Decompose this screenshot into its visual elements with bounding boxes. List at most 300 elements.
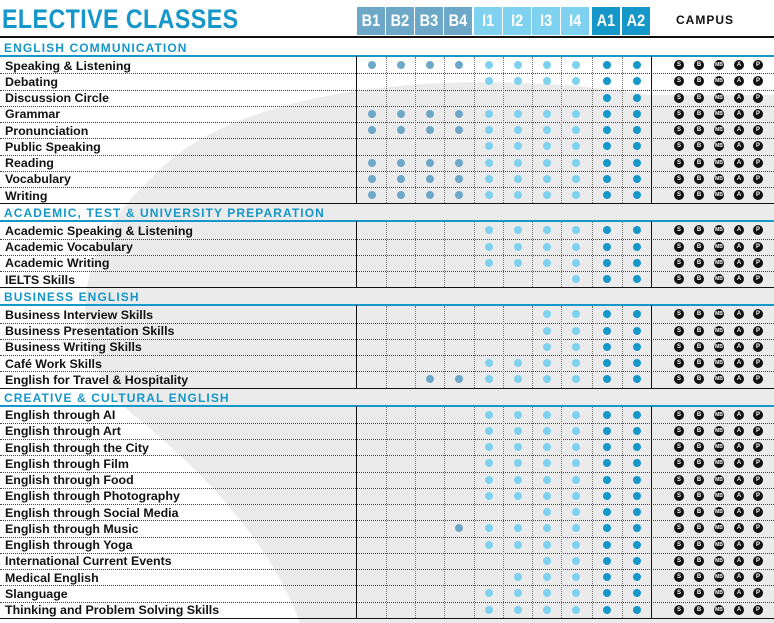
campus-badge-b: B xyxy=(694,158,704,168)
row-separator xyxy=(0,355,774,356)
column-divider xyxy=(474,222,475,287)
campus-badge-mb: MB xyxy=(715,227,723,234)
level-header-i1 xyxy=(474,7,502,35)
campus-badge-p: P xyxy=(753,274,763,284)
level-dot-a1 xyxy=(603,443,611,451)
level-dot-a1 xyxy=(603,191,611,199)
campus-badge-p: P xyxy=(753,458,763,468)
level-dot-a2 xyxy=(633,557,641,565)
level-dot-i2 xyxy=(514,589,522,597)
row-separator xyxy=(0,569,774,570)
level-dot-i1 xyxy=(485,427,493,435)
campus-badge-a: A xyxy=(734,507,744,517)
level-dot-b2 xyxy=(397,126,405,134)
level-dot-a1 xyxy=(603,175,611,183)
level-dot-i4 xyxy=(572,524,580,532)
level-dot-a1 xyxy=(603,110,611,118)
level-header-label: A2 xyxy=(626,11,646,30)
level-dot-a2 xyxy=(633,589,641,597)
level-dot-a2 xyxy=(633,541,641,549)
campus-badge-s: S xyxy=(674,109,684,119)
level-dot-i4 xyxy=(572,226,580,234)
campus-badge-a: A xyxy=(734,572,744,582)
class-name: Writing xyxy=(5,188,48,203)
campus-badge-s: S xyxy=(674,475,684,485)
campus-badge-b: B xyxy=(694,242,704,252)
level-dot-b1 xyxy=(368,126,376,134)
level-dot-i3 xyxy=(543,573,551,581)
level-dot-i3 xyxy=(543,476,551,484)
level-dot-a2 xyxy=(633,259,641,267)
campus-badge-b: B xyxy=(694,141,704,151)
campus-badge-p: P xyxy=(753,242,763,252)
level-dot-b3 xyxy=(426,159,434,167)
column-divider xyxy=(622,222,623,287)
level-dot-i4 xyxy=(572,589,580,597)
level-dot-a2 xyxy=(633,310,641,318)
level-dot-a2 xyxy=(633,159,641,167)
campus-badge-mb: MB xyxy=(715,343,723,350)
campus-badge-b: B xyxy=(694,342,704,352)
campus-badge-s: S xyxy=(674,258,684,268)
campus-badge-s: S xyxy=(674,274,684,284)
campus-badge-p: P xyxy=(753,258,763,268)
level-dot-i4 xyxy=(572,573,580,581)
campus-badge-p: P xyxy=(753,76,763,86)
level-header-a1 xyxy=(592,7,620,35)
level-dot-a1 xyxy=(603,77,611,85)
level-dot-i3 xyxy=(543,159,551,167)
campus-badge-s: S xyxy=(674,141,684,151)
campus-badge-b: B xyxy=(694,458,704,468)
campus-badge-s: S xyxy=(674,174,684,184)
campus-badge-a: A xyxy=(734,60,744,70)
level-dot-i4 xyxy=(572,126,580,134)
class-name: English through Film xyxy=(5,456,129,471)
campus-header: CAMPUS xyxy=(675,13,734,27)
level-dot-i2 xyxy=(514,142,522,150)
level-dot-i3 xyxy=(543,110,551,118)
level-dot-i1 xyxy=(485,226,493,234)
level-header-i3 xyxy=(532,7,560,35)
campus-badge-mb: MB xyxy=(715,276,723,283)
campus-badge-mb: MB xyxy=(715,492,723,499)
level-dot-b3 xyxy=(426,175,434,183)
level-dot-i2 xyxy=(514,226,522,234)
level-dot-i3 xyxy=(543,375,551,383)
level-dot-a2 xyxy=(633,427,641,435)
level-dot-i3 xyxy=(543,557,551,565)
campus-badge-mb: MB xyxy=(715,78,723,85)
campus-badge-s: S xyxy=(674,605,684,615)
campus-badge-p: P xyxy=(753,225,763,235)
level-dot-i3 xyxy=(543,411,551,419)
row-separator xyxy=(0,138,774,139)
column-divider xyxy=(386,222,387,287)
class-name: Medical English xyxy=(5,570,99,585)
level-header-a2 xyxy=(622,7,650,35)
level-dot-b4 xyxy=(455,61,463,69)
campus-badge-a: A xyxy=(734,491,744,501)
campus-badge-a: A xyxy=(734,158,744,168)
class-name: English through Music xyxy=(5,521,139,536)
level-dot-i1 xyxy=(485,492,493,500)
campus-badge-p: P xyxy=(753,374,763,384)
campus-badge-a: A xyxy=(734,190,744,200)
campus-badge-s: S xyxy=(674,93,684,103)
level-dot-a2 xyxy=(633,327,641,335)
campus-badge-s: S xyxy=(674,342,684,352)
campus-badge-s: S xyxy=(674,158,684,168)
level-dot-i4 xyxy=(572,142,580,150)
level-dot-b3 xyxy=(426,375,434,383)
campus-badge-mb: MB xyxy=(715,411,723,418)
class-name: Discussion Circle xyxy=(5,91,109,105)
level-dot-i4 xyxy=(572,492,580,500)
level-dot-i1 xyxy=(485,375,493,383)
campus-badge-a: A xyxy=(734,93,744,103)
level-dot-b3 xyxy=(426,61,434,69)
campus-badge-s: S xyxy=(674,326,684,336)
campus-badge-b: B xyxy=(694,426,704,436)
row-separator xyxy=(0,187,774,188)
level-dot-i1 xyxy=(485,126,493,134)
campus-badge-mb: MB xyxy=(715,541,723,548)
campus-badge-a: A xyxy=(734,274,744,284)
class-name: Academic Vocabulary xyxy=(5,240,133,254)
level-dot-i1 xyxy=(485,142,493,150)
column-border xyxy=(356,305,357,387)
level-dot-i2 xyxy=(514,573,522,581)
column-divider xyxy=(444,222,445,287)
campus-badge-b: B xyxy=(694,572,704,582)
level-dot-i2 xyxy=(514,126,522,134)
campus-badge-b: B xyxy=(694,475,704,485)
level-dot-i3 xyxy=(543,524,551,532)
section-bottom-rule xyxy=(0,388,774,389)
campus-badge-s: S xyxy=(674,426,684,436)
column-divider xyxy=(592,306,593,387)
class-name: Thinking and Problem Solving Skills xyxy=(5,603,220,617)
column-divider xyxy=(386,306,387,387)
level-dot-i4 xyxy=(572,77,580,85)
level-dot-a1 xyxy=(603,343,611,351)
campus-badge-mb: MB xyxy=(715,606,723,613)
level-dot-i3 xyxy=(543,175,551,183)
column-border xyxy=(651,56,652,203)
campus-badge-a: A xyxy=(734,540,744,550)
campus-badge-b: B xyxy=(694,109,704,119)
campus-badge-b: B xyxy=(694,309,704,319)
level-dot-a1 xyxy=(603,275,611,283)
level-header-label: I4 xyxy=(568,11,582,30)
level-header-i4 xyxy=(561,7,589,35)
class-name: Café Work Skills xyxy=(5,356,102,371)
level-dot-a1 xyxy=(603,589,611,597)
campus-badge-mb: MB xyxy=(715,444,723,451)
campus-badge-b: B xyxy=(694,258,704,268)
level-dot-i2 xyxy=(514,110,522,118)
campus-badge-mb: MB xyxy=(715,175,723,182)
level-dot-i3 xyxy=(543,191,551,199)
level-header-b2 xyxy=(386,7,414,35)
level-dot-a1 xyxy=(603,557,611,565)
row-separator xyxy=(0,122,774,123)
level-dot-b4 xyxy=(455,524,463,532)
campus-badge-mb: MB xyxy=(715,376,723,383)
level-dot-i2 xyxy=(514,175,522,183)
page-title: ELECTIVE CLASSES xyxy=(2,4,239,34)
column-divider xyxy=(474,407,475,618)
level-dot-i2 xyxy=(514,243,522,251)
campus-badge-b: B xyxy=(694,190,704,200)
campus-badge-a: A xyxy=(734,458,744,468)
campus-badge-p: P xyxy=(753,358,763,368)
level-dot-b4 xyxy=(455,375,463,383)
level-dot-a2 xyxy=(633,508,641,516)
level-dot-a2 xyxy=(633,375,641,383)
campus-badge-mb: MB xyxy=(715,574,723,581)
level-dot-a1 xyxy=(603,541,611,549)
level-dot-a2 xyxy=(633,606,641,614)
campus-badge-mb: MB xyxy=(715,192,723,199)
level-dot-b4 xyxy=(455,159,463,167)
campus-badge-b: B xyxy=(694,507,704,517)
campus-badge-p: P xyxy=(753,540,763,550)
level-dot-a2 xyxy=(633,524,641,532)
campus-badge-s: S xyxy=(674,556,684,566)
campus-badge-b: B xyxy=(694,174,704,184)
campus-badge-b: B xyxy=(694,358,704,368)
class-name: English through Social Media xyxy=(5,505,179,520)
level-dot-a1 xyxy=(603,508,611,516)
level-header-label: I3 xyxy=(539,11,553,30)
campus-badge-a: A xyxy=(734,309,744,319)
level-dot-i2 xyxy=(514,606,522,614)
campus-badge-a: A xyxy=(734,109,744,119)
level-dot-i1 xyxy=(485,606,493,614)
campus-badge-mb: MB xyxy=(715,143,723,150)
campus-badge-s: S xyxy=(674,540,684,550)
campus-badge-a: A xyxy=(734,258,744,268)
column-divider xyxy=(386,57,387,203)
campus-badge-b: B xyxy=(694,60,704,70)
level-dot-i1 xyxy=(485,524,493,532)
column-divider xyxy=(415,222,416,287)
campus-badge-mb: MB xyxy=(715,62,723,69)
class-name: Debating xyxy=(5,74,59,89)
campus-badge-p: P xyxy=(753,556,763,566)
column-divider xyxy=(561,57,562,203)
campus-badge-p: P xyxy=(753,523,763,533)
campus-badge-b: B xyxy=(694,93,704,103)
campus-badge-s: S xyxy=(674,125,684,135)
section-divider xyxy=(0,405,774,407)
level-dot-a1 xyxy=(603,573,611,581)
level-dot-a2 xyxy=(633,275,641,283)
section-title: ACADEMIC, TEST & UNIVERSITY PREPARATION xyxy=(4,206,325,221)
column-divider xyxy=(386,407,387,618)
campus-badge-mb: MB xyxy=(715,476,723,483)
campus-badge-p: P xyxy=(753,507,763,517)
level-dot-a2 xyxy=(633,411,641,419)
level-dot-i2 xyxy=(514,541,522,549)
level-dot-a2 xyxy=(633,243,641,251)
column-divider xyxy=(561,407,562,618)
level-dot-i3 xyxy=(543,606,551,614)
level-dot-i3 xyxy=(543,142,551,150)
column-divider xyxy=(592,57,593,203)
level-dot-i2 xyxy=(514,459,522,467)
level-dot-b2 xyxy=(397,175,405,183)
level-header-b3 xyxy=(415,7,443,35)
level-dot-a1 xyxy=(603,94,611,102)
campus-badge-b: B xyxy=(694,523,704,533)
level-dot-i1 xyxy=(485,443,493,451)
campus-badge-b: B xyxy=(694,540,704,550)
campus-badge-s: S xyxy=(674,60,684,70)
campus-badge-mb: MB xyxy=(715,557,723,564)
level-dot-i4 xyxy=(572,459,580,467)
level-dot-i3 xyxy=(543,459,551,467)
level-dot-i3 xyxy=(543,508,551,516)
level-dot-a2 xyxy=(633,142,641,150)
campus-badge-b: B xyxy=(694,274,704,284)
level-dot-i1 xyxy=(485,359,493,367)
level-dot-i2 xyxy=(514,61,522,69)
level-dot-i2 xyxy=(514,375,522,383)
campus-badge-mb: MB xyxy=(715,259,723,266)
class-name: Business Presentation Skills xyxy=(5,324,175,338)
column-divider xyxy=(415,306,416,387)
level-dot-a2 xyxy=(633,573,641,581)
level-dot-a1 xyxy=(603,606,611,614)
campus-badge-b: B xyxy=(694,588,704,598)
campus-badge-p: P xyxy=(753,109,763,119)
class-name: Pronunciation xyxy=(5,123,89,138)
level-dot-a1 xyxy=(603,411,611,419)
campus-badge-mb: MB xyxy=(715,94,723,101)
column-border xyxy=(356,221,357,287)
campus-badge-s: S xyxy=(674,523,684,533)
level-dot-i1 xyxy=(485,110,493,118)
column-divider xyxy=(532,57,533,203)
class-name: Grammar xyxy=(5,107,61,122)
level-header-label: I1 xyxy=(481,11,495,30)
row-separator xyxy=(0,271,774,272)
campus-badge-b: B xyxy=(694,410,704,420)
class-name: Public Speaking xyxy=(5,139,101,154)
level-dot-i4 xyxy=(572,275,580,283)
campus-badge-s: S xyxy=(674,76,684,86)
campus-badge-s: S xyxy=(674,374,684,384)
campus-badge-b: B xyxy=(694,556,704,566)
column-divider xyxy=(592,407,593,618)
campus-badge-b: B xyxy=(694,326,704,336)
column-divider xyxy=(532,222,533,287)
campus-badge-a: A xyxy=(734,174,744,184)
level-header-label: B1 xyxy=(361,11,381,30)
campus-badge-mb: MB xyxy=(715,460,723,467)
campus-badge-s: S xyxy=(674,572,684,582)
campus-badge-a: A xyxy=(734,588,744,598)
campus-badge-mb: MB xyxy=(715,127,723,134)
campus-badge-a: A xyxy=(734,475,744,485)
level-dot-a2 xyxy=(633,226,641,234)
level-dot-a1 xyxy=(603,126,611,134)
campus-badge-a: A xyxy=(734,225,744,235)
level-dot-b1 xyxy=(368,110,376,118)
campus-badge-mb: MB xyxy=(715,427,723,434)
level-dot-a2 xyxy=(633,126,641,134)
column-divider xyxy=(503,222,504,287)
level-dot-i4 xyxy=(572,327,580,335)
section-bottom-rule xyxy=(0,618,774,619)
level-dot-b2 xyxy=(397,110,405,118)
campus-badge-a: A xyxy=(734,242,744,252)
campus-badge-p: P xyxy=(753,93,763,103)
level-dot-i1 xyxy=(485,243,493,251)
level-dot-a1 xyxy=(603,226,611,234)
campus-badge-a: A xyxy=(734,426,744,436)
level-header-label: B2 xyxy=(390,11,410,30)
column-divider xyxy=(503,407,504,618)
class-name: International Current Events xyxy=(5,554,172,569)
level-header-i2 xyxy=(503,7,531,35)
campus-badge-a: A xyxy=(734,556,744,566)
level-dot-i2 xyxy=(514,492,522,500)
level-dot-i2 xyxy=(514,411,522,419)
level-dot-a1 xyxy=(603,459,611,467)
campus-badge-s: S xyxy=(674,309,684,319)
column-divider xyxy=(503,57,504,203)
campus-badge-p: P xyxy=(753,158,763,168)
level-dot-i1 xyxy=(485,77,493,85)
campus-badge-a: A xyxy=(734,410,744,420)
campus-badge-s: S xyxy=(674,491,684,501)
level-header-label: A1 xyxy=(596,11,616,30)
level-header-b4 xyxy=(444,7,472,35)
level-dot-i3 xyxy=(543,61,551,69)
campus-badge-mb: MB xyxy=(715,311,723,318)
level-dot-i1 xyxy=(485,259,493,267)
campus-badge-s: S xyxy=(674,242,684,252)
level-dot-i4 xyxy=(572,110,580,118)
level-header-label: B3 xyxy=(419,11,439,30)
level-dot-i4 xyxy=(572,243,580,251)
level-dot-b2 xyxy=(397,191,405,199)
level-dot-i4 xyxy=(572,343,580,351)
level-dot-a1 xyxy=(603,159,611,167)
class-name: Slanguage xyxy=(5,586,68,601)
class-name: Reading xyxy=(5,156,54,170)
campus-badge-mb: MB xyxy=(715,525,723,532)
column-divider xyxy=(561,306,562,387)
section-title: BUSINESS ENGLISH xyxy=(4,290,140,305)
level-dot-a2 xyxy=(633,77,641,85)
campus-badge-p: P xyxy=(753,326,763,336)
level-dot-i4 xyxy=(572,443,580,451)
level-dot-a2 xyxy=(633,359,641,367)
level-dot-i2 xyxy=(514,443,522,451)
column-border xyxy=(356,406,357,618)
campus-badge-mb: MB xyxy=(715,243,723,250)
column-divider xyxy=(622,306,623,387)
level-dot-b3 xyxy=(426,191,434,199)
campus-badge-a: A xyxy=(734,374,744,384)
level-dot-i2 xyxy=(514,359,522,367)
campus-badge-b: B xyxy=(694,605,704,615)
